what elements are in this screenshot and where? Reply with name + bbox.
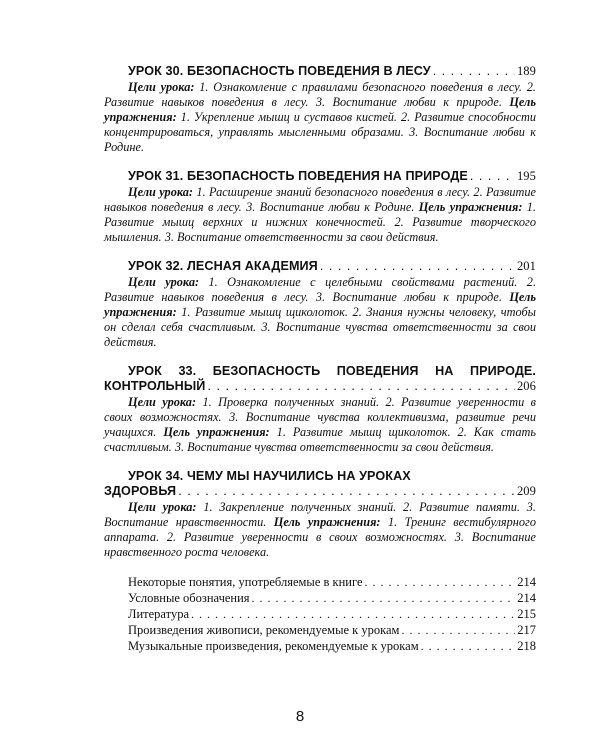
dot-leader	[421, 638, 516, 654]
lesson-description	[104, 395, 536, 455]
lesson-heading	[104, 64, 536, 79]
toc-entry-page: 217	[517, 623, 536, 637]
goals-text: 1. Расширение знаний безопасного поведения в лесу. 2. Развитие навыков поведения в лесу. 3. Воспитание любви к Родине.	[104, 185, 537, 214]
lesson-page-number: 206	[516, 379, 536, 393]
toc-entry	[128, 574, 536, 590]
exercise-label: Цель упражнения:	[163, 425, 270, 439]
exercise-text: 1. Развитие мышц щиколоток. 2. Знания нужны человеку, чтобы он сделал себя счастливым. 3. Воспитание чувства ответственности за свои действия.	[104, 305, 536, 349]
goals-label: Цели урока:	[128, 395, 197, 409]
dot-leader	[401, 622, 515, 638]
toc-entry	[128, 622, 536, 638]
lesson-title: УРОК 32. ЛЕСНАЯ АКАДЕМИЯ	[128, 259, 318, 273]
lesson-description	[104, 275, 536, 350]
exercise-text: 1. Развитие мышц щиколоток. 2. Как стать счастливым. 3. Воспитание чувства ответственности за свои действия.	[104, 425, 536, 454]
goals-label: Цели урока:	[128, 500, 197, 514]
exercise-text: 1. Тренинг вестибулярного аппарата. 2. Развитие уверенности в своих возможностях. 3. Воспитание нравственного роста человека.	[104, 515, 536, 559]
exercise-label: Цель упражнения:	[104, 95, 536, 124]
exercise-label: Цель упражнения:	[273, 515, 381, 529]
toc-entry-lesson-31	[104, 169, 536, 245]
dot-leader	[191, 606, 515, 622]
toc-entry	[128, 606, 536, 622]
toc-entry-label: Литература	[128, 607, 189, 621]
dot-leader	[470, 169, 515, 184]
lesson-description	[104, 80, 536, 155]
dot-leader	[365, 574, 516, 590]
lesson-heading-line-1: УРОК 33. БЕЗОПАСНОСТЬ ПОВЕДЕНИЯ НА ПРИРОДЕ.	[128, 364, 536, 378]
lesson-title: УРОК 31. БЕЗОПАСНОСТЬ ПОВЕДЕНИЯ НА ПРИРОДЕ	[128, 169, 468, 183]
lesson-title: УРОК 30. БЕЗОПАСНОСТЬ ПОВЕДЕНИЯ В ЛЕСУ	[128, 64, 431, 78]
goals-text: 1. Ознакомление с правилами безопасного поведения в лесу. 2. Развитие навыков поведения в лесу. 3. Воспитание любви к природе.	[104, 80, 536, 109]
dot-leader	[207, 379, 514, 394]
lesson-description	[104, 185, 536, 245]
lesson-heading-line-1: УРОК 34. ЧЕМУ МЫ НАУЧИЛИСЬ НА УРОКАХ	[128, 469, 411, 483]
toc-entry-label: Условные обозначения	[128, 591, 250, 605]
appendix-entries	[104, 574, 536, 654]
goals-label: Цели урока:	[128, 185, 194, 199]
lesson-title-continued: ЗДОРОВЬЯ	[104, 484, 177, 498]
exercise-label: Цель упражнения:	[104, 290, 536, 319]
table-of-contents	[104, 64, 536, 654]
page-number: 8	[295, 708, 305, 725]
toc-entry-page: 214	[517, 575, 536, 589]
toc-entry-label: Музыкальные произведения, рекомендуемые к урокам	[128, 639, 419, 653]
goals-text: 1. Проверка полученных знаний. 2. Развитие уверенности в своих возможностях. 3. Воспитание чувства коллективизма, развитие речи учащихся.	[104, 395, 536, 439]
toc-entry-label: Некоторые понятия, употребляемые в книге	[128, 575, 363, 589]
lesson-title-continued: КОНТРОЛЬНЫЙ	[104, 379, 206, 393]
lesson-page-number: 201	[516, 259, 536, 273]
dot-leader	[320, 259, 515, 274]
dot-leader	[433, 64, 515, 79]
toc-entry-lesson-33	[104, 364, 536, 455]
toc-entry-page: 214	[517, 591, 536, 605]
lesson-heading-line-2	[104, 484, 536, 499]
lesson-heading	[104, 259, 536, 274]
exercise-label: Цель упражнения:	[418, 200, 523, 214]
exercise-text: 1. Укрепление мышц и суставов кистей. 2. Развитие способности концентрироваться, управлять мысленными образами. 3. Воспитание любви к Родине.	[104, 110, 536, 154]
toc-entry-lesson-30	[104, 64, 536, 155]
toc-entry	[128, 638, 536, 654]
lesson-page-number: 209	[516, 484, 536, 498]
toc-entry	[128, 590, 536, 606]
toc-entry-lesson-34	[104, 469, 536, 560]
toc-entry-page: 215	[517, 607, 536, 621]
lesson-page-number: 195	[516, 169, 536, 183]
lesson-heading-line-2	[104, 379, 536, 394]
goals-text: 1. Ознакомление с целебными свойствами растений. 2. Развитие навыков поведения в лесу. 3. Воспитание любви к природе.	[104, 275, 537, 304]
goals-text: 1. Закрепление полученных знаний. 2. Развитие памяти. 3. Воспитание нравственности.	[104, 500, 537, 529]
toc-entry-label: Произведения живописи, рекомендуемые к урокам	[128, 623, 400, 637]
dot-leader	[252, 590, 516, 606]
lesson-page-number: 189	[516, 64, 536, 78]
goals-label: Цели урока:	[128, 275, 200, 289]
toc-entry-lesson-32	[104, 259, 536, 350]
toc-entry-page: 218	[517, 639, 536, 653]
exercise-text: 1. Развитие мышц верхних и нижних конечностей. 2. Развитие творческого мышления. 3. Воспитание ответственности за свои действия.	[104, 200, 536, 244]
lesson-heading	[104, 169, 536, 184]
goals-label: Цели урока:	[128, 80, 195, 94]
dot-leader	[178, 484, 515, 499]
lesson-description	[104, 500, 536, 560]
